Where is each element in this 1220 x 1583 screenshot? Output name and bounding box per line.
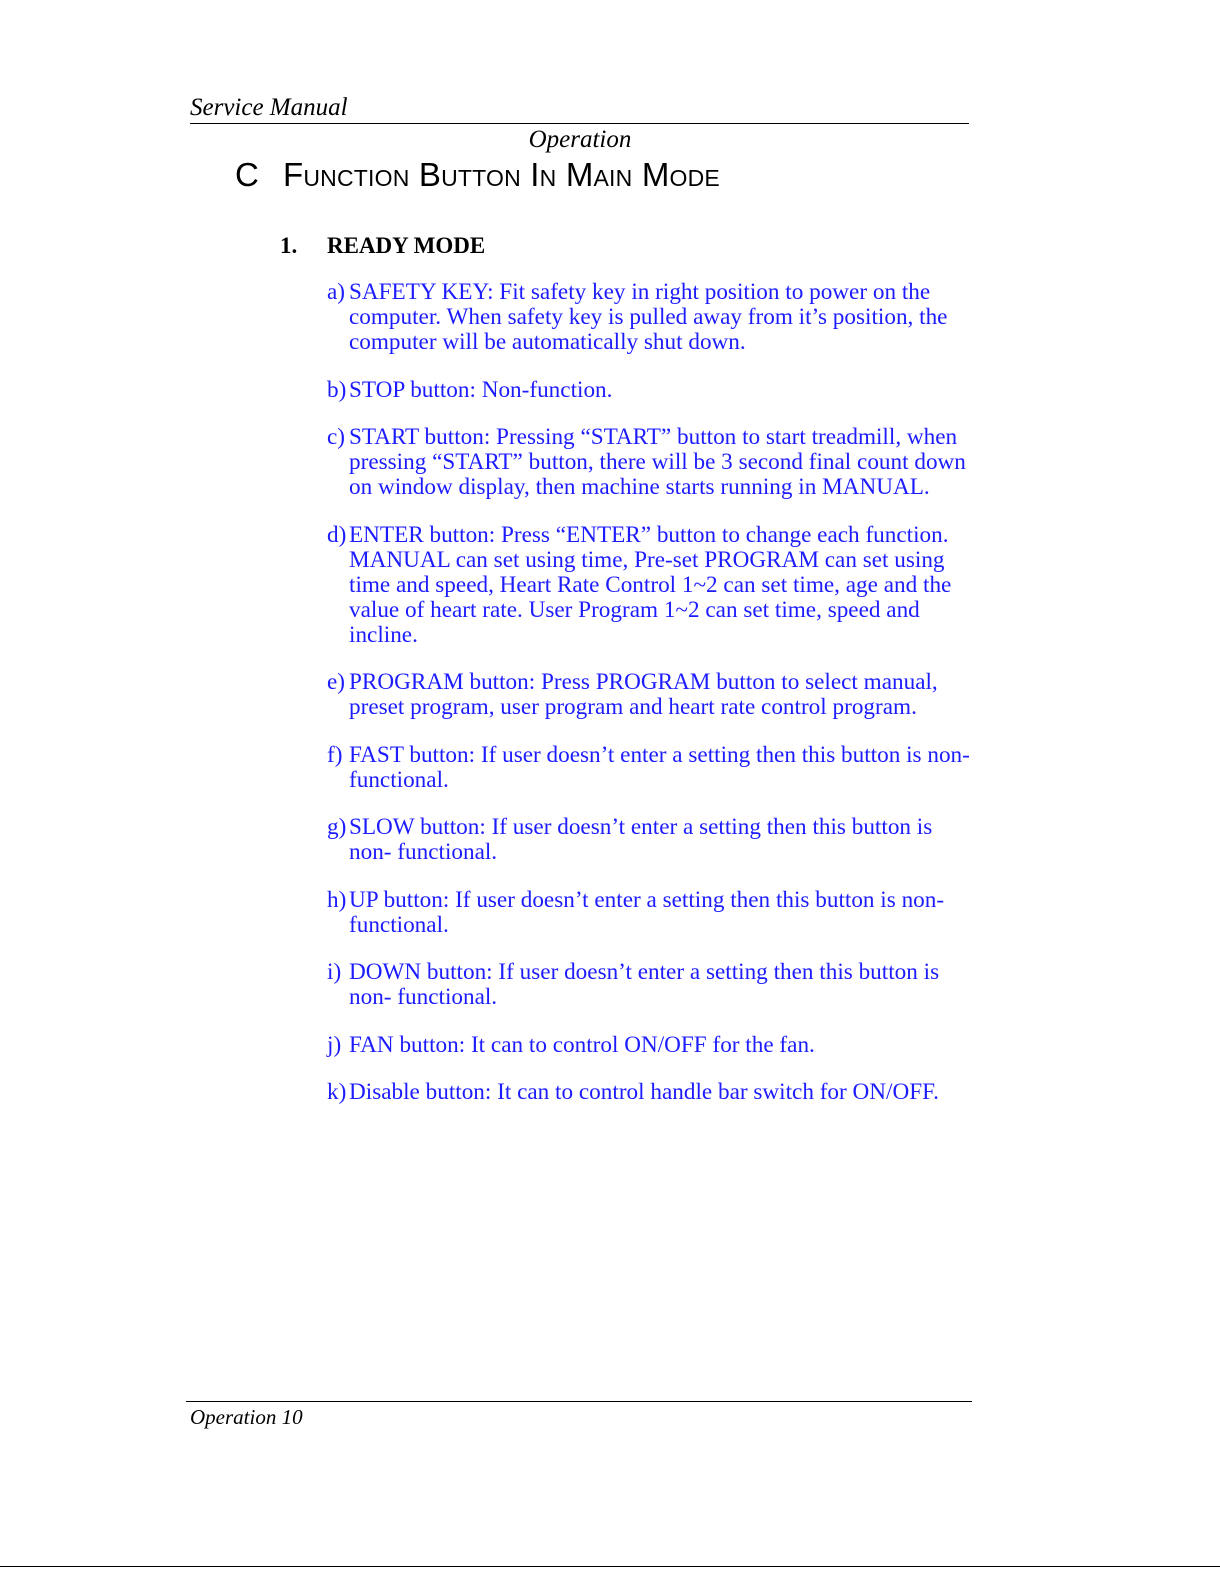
list-item-text: SLOW button: If user doesn’t enter a setting then this button is non- functional.	[349, 814, 933, 865]
list-item-text: STOP button: Non-function.	[349, 376, 613, 403]
list-item	[327, 523, 972, 648]
section-letter: C	[235, 156, 259, 193]
list-item	[327, 378, 972, 403]
list-item	[327, 280, 972, 355]
list-item-marker: d)	[327, 521, 347, 548]
footer-divider	[186, 1401, 972, 1402]
list-item-marker: e)	[327, 669, 346, 695]
list-item-text: DOWN button: If user doesn’t enter a setting then this button is non- functional.	[349, 959, 940, 1010]
list-item-marker: k)	[327, 1079, 347, 1105]
list-item	[327, 960, 972, 1010]
list-item-marker: a)	[327, 279, 346, 305]
list-item	[327, 425, 972, 500]
list-item	[327, 815, 972, 865]
list-item-marker: i)	[327, 959, 342, 985]
subsection-title: READY MODE	[327, 233, 486, 258]
header-divider	[190, 123, 969, 124]
list-item-text: ENTER button: Press “ENTER” button to change each function. MANUAL can set using time, Pre-set PROGRAM can set using time and speed, Heart Rate Control 1~2 can set time, age and the value of heart rate. User Program 1~2 can set time, speed and incline.	[349, 521, 952, 648]
list-item-text: Disable button: It can to control handle bar switch for ON/OFF.	[349, 1079, 939, 1105]
page-bottom-edge	[0, 1566, 1220, 1567]
section-heading	[235, 156, 720, 194]
page-number-label: Operation 10	[190, 1405, 303, 1429]
subsection-heading	[280, 233, 485, 259]
list-item	[327, 1033, 972, 1058]
section-title: Function Button In Main Mode	[283, 156, 720, 193]
list-item	[327, 743, 972, 793]
list-item-marker: b)	[327, 376, 347, 403]
list-item	[327, 1080, 972, 1105]
list-item-text: PROGRAM button: Press PROGRAM button to select manual, preset program, user program and heart rate control program.	[349, 669, 938, 720]
list-item-text: START button: Pressing “START” button to start treadmill, when pressing “START” button, there will be 3 second final count down on window display, then machine starts running in MANUAL.	[349, 424, 966, 500]
list-item	[327, 670, 972, 720]
list-item-text: FAST button: If user doesn’t enter a setting then this button is non-functional.	[349, 741, 970, 793]
list-item-marker: h)	[327, 886, 347, 913]
list-item-text: SAFETY KEY: Fit safety key in right position to power on the computer. When safety key is pulled away from it’s position, the computer will be automatically shut down.	[349, 279, 948, 355]
subsection-number: 1.	[280, 233, 298, 258]
list-item-marker: c)	[327, 424, 346, 450]
list-item-marker: g)	[327, 814, 347, 840]
list-item	[327, 888, 972, 938]
running-header-title: Service Manual	[190, 94, 348, 121]
list-item-text: FAN button: It can to control ON/OFF for the fan.	[349, 1031, 815, 1058]
list-item-marker: f)	[327, 741, 343, 768]
button-function-list	[327, 280, 972, 1128]
running-header-section: Operation	[528, 126, 632, 153]
list-item-marker: j)	[327, 1031, 342, 1058]
list-item-text: UP button: If user doesn’t enter a setting then this button is non-functional.	[349, 886, 945, 938]
